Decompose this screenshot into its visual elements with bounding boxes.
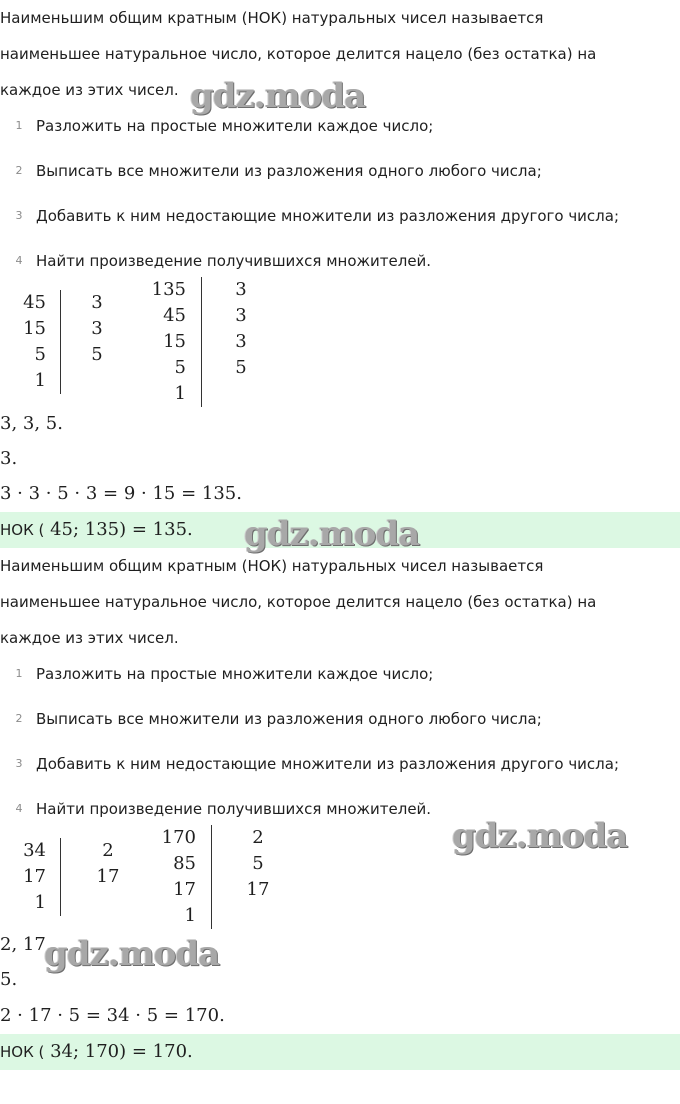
divisor-column <box>226 277 256 381</box>
step-text: Найти произведение получившихся множителей. <box>36 800 432 818</box>
dividend: 85 <box>173 853 196 874</box>
watermark-logo: gdz.moda <box>452 816 628 856</box>
dividend-column <box>156 825 196 929</box>
divisor: 2 <box>252 827 264 848</box>
divisor: 3 <box>235 279 247 300</box>
division-line <box>201 277 202 407</box>
dividend: 135 <box>151 279 186 300</box>
step-text: Выписать все множители из разложения одного любого числа; <box>36 710 542 728</box>
divisor-column <box>240 825 276 903</box>
divisor: 5 <box>235 357 247 378</box>
step-number: 2 <box>15 712 23 725</box>
answer-label: НОК ( <box>0 521 45 539</box>
step-number: 4 <box>15 254 23 267</box>
divisor-column <box>90 838 126 890</box>
answer-value: 45; 135) = 135. <box>44 519 193 540</box>
step-text: Выписать все множители из разложения одного любого числа; <box>36 162 542 180</box>
dividend: 1 <box>34 892 46 913</box>
dividend: 170 <box>161 827 196 848</box>
divisor-column <box>82 290 112 368</box>
dividend: 5 <box>174 357 186 378</box>
dividend: 5 <box>34 344 46 365</box>
dividend-column <box>14 290 46 394</box>
definition-paragraph <box>0 548 680 656</box>
step-item <box>0 699 680 739</box>
dividend: 1 <box>174 383 186 404</box>
divisor: 2 <box>102 840 114 861</box>
step-text: Разложить на простые множители каждое число; <box>36 665 434 683</box>
step-text: Найти произведение получившихся множителей. <box>36 252 432 270</box>
dividend: 15 <box>23 318 46 339</box>
step-item <box>0 151 680 191</box>
answer-label: НОК ( <box>0 1043 45 1061</box>
definition-line: Наименьшим общим кратным (НОК) натуральных чисел называется <box>0 9 544 27</box>
step-item <box>0 744 680 784</box>
watermark-logo: gdz.moda <box>244 514 420 554</box>
dividend-column <box>14 838 46 916</box>
divisor: 17 <box>246 879 270 900</box>
divisor: 5 <box>91 344 103 365</box>
step-number: 3 <box>15 209 23 222</box>
divisor: 3 <box>91 292 103 313</box>
definition-line: Наименьшим общим кратным (НОК) натуральных чисел называется <box>0 557 544 575</box>
watermark-logo: gdz.moda <box>190 76 366 116</box>
divisor: 17 <box>96 866 120 887</box>
dividend: 17 <box>173 879 196 900</box>
step-number: 2 <box>15 164 23 177</box>
answer-value: 34; 170) = 170. <box>44 1041 193 1062</box>
step-number: 1 <box>15 667 23 680</box>
divisor: 3 <box>235 305 247 326</box>
step-number: 1 <box>15 119 23 132</box>
dividend-column <box>146 277 186 407</box>
step-text: Добавить к ним недостающие множители из разложения другого числа; <box>36 207 620 225</box>
divisor: 3 <box>91 318 103 339</box>
factors-line: 2, 17. <box>0 934 52 955</box>
added-factor-line: 5. <box>0 969 18 990</box>
product-line: 3 · 3 · 5 · 3 = 9 · 15 = 135. <box>0 483 242 504</box>
dividend: 1 <box>34 370 46 391</box>
dividend: 45 <box>23 292 46 313</box>
definition-line: каждое из этих чисел. <box>0 81 179 99</box>
definition-line: наименьшее натуральное число, которое делится нацело (без остатка) на <box>0 45 597 63</box>
dividend: 1 <box>184 905 196 926</box>
answer-box <box>0 1034 680 1070</box>
division-line <box>211 825 212 929</box>
dividend: 34 <box>23 840 46 861</box>
watermark-logo: gdz.moda <box>44 934 220 974</box>
divisor: 5 <box>252 853 264 874</box>
step-number: 3 <box>15 757 23 770</box>
division-line <box>60 290 61 394</box>
step-text: Разложить на простые множители каждое число; <box>36 117 434 135</box>
divisor: 3 <box>235 331 247 352</box>
dividend: 15 <box>163 331 186 352</box>
step-number: 4 <box>15 802 23 815</box>
step-item <box>0 241 680 281</box>
added-factor-line: 3. <box>0 448 18 469</box>
division-line <box>60 838 61 916</box>
step-item <box>0 654 680 694</box>
step-text: Добавить к ним недостающие множители из разложения другого числа; <box>36 755 620 773</box>
factors-line: 3, 3, 5. <box>0 413 63 434</box>
dividend: 17 <box>23 866 46 887</box>
definition-line: каждое из этих чисел. <box>0 629 179 647</box>
definition-line: наименьшее натуральное число, которое делится нацело (без остатка) на <box>0 593 597 611</box>
dividend: 45 <box>163 305 186 326</box>
product-line: 2 · 17 · 5 = 34 · 5 = 170. <box>0 1005 225 1026</box>
step-item <box>0 196 680 236</box>
